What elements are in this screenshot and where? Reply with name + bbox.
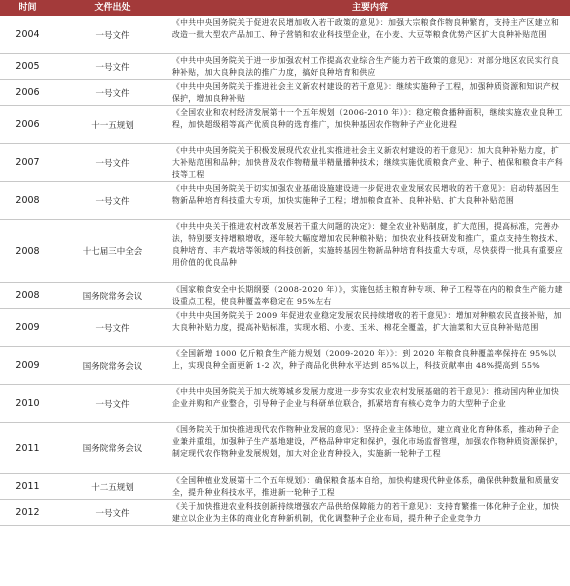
row-year: 2012 xyxy=(15,507,40,518)
row-source: 一号文件 xyxy=(95,196,130,207)
row-year: 2011 xyxy=(15,442,40,454)
row-year: 2006 xyxy=(15,119,40,130)
row-source: 一号文件 xyxy=(95,30,130,41)
row-source: 国务院常务会议 xyxy=(82,361,143,372)
row-content: 《中共中央国务院关于 2009 年促进农业稳定发展农民持续增收的若干意见》：增加对种粮农民直接补贴，加大良种补贴力度，提高补贴标准，实现水稻、小麦、玉米、棉花全覆盖，扩大油菜和大豆良种补贴范围 xyxy=(172,311,562,332)
row-year: 2008 xyxy=(15,195,40,206)
table-row xyxy=(0,309,570,347)
row-year: 2008 xyxy=(15,245,40,257)
header-source: 文件出处 xyxy=(94,3,131,13)
row-content: 《中共中央国务院关于切实加强农业基础设施建设进一步促进农业发展农民增收的若干意见》：启动转基因生物新品种培育科技重大专项，加快实施种子工程；增加粮食直补、良种补贴、扩大良种补贴范围 xyxy=(172,184,560,205)
row-source: 一号文件 xyxy=(95,323,130,334)
table-row xyxy=(0,106,570,144)
row-source: 一号文件 xyxy=(95,88,130,99)
table-row xyxy=(0,144,570,182)
header-content: 主要内容 xyxy=(351,3,388,13)
table-row xyxy=(0,54,570,80)
row-content: 《中共中央国务院关于进一步加强农村工作提高农业综合生产能力若干政策的意见》：对部分地区农民实行良种补贴，加大良种良法的推广力度，搞好良种培育和供应 xyxy=(172,56,560,77)
row-year: 2011 xyxy=(15,481,40,492)
row-content: 《中共中央国务院关于推进社会主义新农村建设的若干意见》：继续实施种子工程，加强种质资源和知识产权保护，增加良种补贴 xyxy=(172,82,560,103)
row-source: 十一五规划 xyxy=(91,120,134,131)
row-year: 2004 xyxy=(15,29,40,40)
row-content: 《中共中央国务院关于积极发展现代农业扎实推进社会主义新农村建设的若干意见》：加大良种补贴力度，扩大补贴范围和品种；加快普及农作物精量半精量播种技术；继续实施优质粮食产业、种子、植保和粮食丰产科技等工程 xyxy=(172,146,564,179)
table-row xyxy=(0,500,570,526)
row-source: 一号文件 xyxy=(95,399,130,410)
row-year: 2009 xyxy=(15,360,40,371)
row-content: 《国务院关于加快推进现代农作物种业发展的意见》：坚持企业主体地位，建立商业化育种体系，推动种子企业兼并重组，加强种子生产基地建设，严格品种审定和保护，强化市场监督管理，加强农作物种质资源保护，制定现代农作物种业发展规划，加大对企业育种投入，实施新一轮种子工程 xyxy=(172,425,564,458)
row-source: 国务院常务会议 xyxy=(82,444,143,454)
table-row xyxy=(0,347,570,385)
row-year: 2009 xyxy=(15,322,40,333)
table-row xyxy=(0,423,570,474)
row-year: 2010 xyxy=(15,398,40,409)
table-row xyxy=(0,385,570,423)
row-content: 《中共中央国务院关于促进农民增加收入若干政策的意见》：加强大宗粮食作物良种繁育，支持主产区建立和改造一批大型农产品加工、种子营销和农业科技型企业，在小麦、大豆等粮食优势产区扩大良种补贴范围 xyxy=(172,18,560,39)
row-content: 《全国农业和农村经济发展第十一个五年规划（2006-2010 年）》：稳定粮食播种面积，继续实施农业良种工程，加快超级稻等高产优质良种的选育推广，加快种基因农作物种子产业化进程 xyxy=(172,108,563,129)
table-row xyxy=(0,16,570,54)
row-content: 《关于加快推进农业科技创新持续增强农产品供给保障能力的若干意见》：支持育繁推一体化种子企业，加快建立以企业为主体的商业化育种新机制，优化调整种子企业布局，提升种子企业竞争力 xyxy=(172,502,560,523)
row-content: 《中共中央关于推进农村改革发展若干重大问题的决定》：健全农业补贴制度，扩大范围，提高标准，完善办法，特别要支持增粮增收，逐年较大幅度增加农民种粮补贴；加快农业科技研发和推广，重点支持生物技术、良种培育、丰产栽培等领域的科技创新，实施转基因生物新品种培育科技重大专项，尽快获得一批具有重要应用价值的优良品种 xyxy=(172,222,564,267)
table-row xyxy=(0,220,570,283)
row-source: 国务院常务会议 xyxy=(82,291,143,302)
table-row xyxy=(0,283,570,309)
row-source: 一号文件 xyxy=(95,508,130,519)
row-content: 《国家粮食安全中长期纲要（2008-2020 年）》，实施包括主粮育种专项、种子工程等在内的粮食生产能力建设重点工程，使良种覆盖率稳定在 95%左右 xyxy=(172,285,563,306)
table-row xyxy=(0,474,570,500)
row-source: 一号文件 xyxy=(95,62,130,73)
row-year: 2005 xyxy=(15,61,40,72)
row-year: 2008 xyxy=(15,290,40,301)
row-source: 一号文件 xyxy=(95,158,130,169)
row-content: 《全国新增 1000 亿斤粮食生产能力规划（2009-2020 年）》：到 2020 年粮食良种覆盖率保持在 95%以上，实现良种全面更新 1-2 次，种子商品化供种水平达到 85%以上，科技贡献率由 48%提高到 55% xyxy=(172,349,557,370)
table-header xyxy=(0,0,570,16)
table-row xyxy=(0,182,570,220)
table-row xyxy=(0,80,570,106)
row-source: 十二五规划 xyxy=(91,482,134,493)
header-year: 时间 xyxy=(18,3,37,13)
row-year: 2007 xyxy=(15,157,40,168)
row-source: 十七届三中全会 xyxy=(82,247,143,257)
row-year: 2006 xyxy=(15,87,40,98)
row-content: 《中共中央国务院关于加大统筹城乡发展力度进一步夯实农业农村发展基础的若干意见》：推动国内种业加快企业并购和产业整合，引导种子企业与科研单位联合，抓紧培育有核心竞争力的大型种子企业 xyxy=(172,387,560,408)
row-content: 《全国种植业发展第十二个五年规划》：确保粮食基本自给，加快构建现代种业体系，确保供种数量和质量安全，提升种业科技水平，推进新一轮种子工程 xyxy=(172,476,560,497)
